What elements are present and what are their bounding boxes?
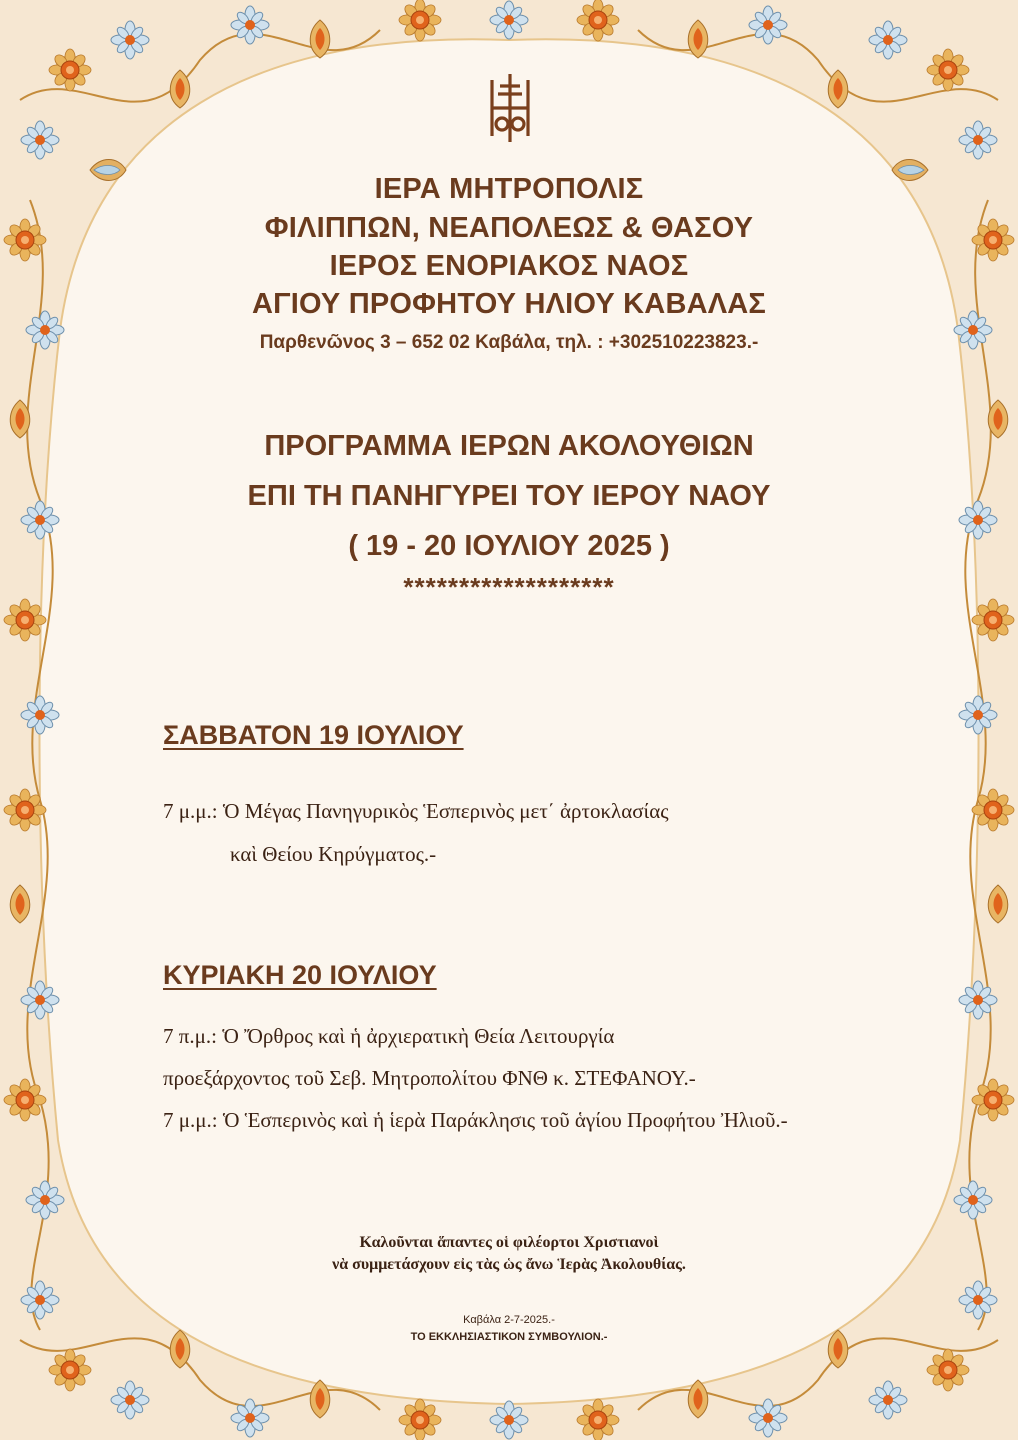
program-dates: ( 19 - 20 ΙΟΥΛΙΟΥ 2025 ) xyxy=(348,530,670,562)
program-subtitle: ΕΠΙ ΤΗ ΠΑΝΗΓΥΡΕΙ ΤΟΥ ΙΕΡΟΥ ΝΑΟΥ xyxy=(247,480,771,512)
header-line-1: ΙΕΡΑ ΜΗΤΡΟΠΟΛΙΣ xyxy=(374,173,644,205)
sunday-line-3: 7 μ.μ.: Ὁ Ἑσπερινὸς καὶ ἡ ἱερὰ Παράκλησις τοῦ ἁγίου Προφήτου Ἠλιοῦ.- xyxy=(163,1108,788,1132)
saturday-line-2: καὶ Θείου Κηρύγματος.- xyxy=(230,842,437,866)
sunday-line-1: 7 π.μ.: Ὁ Ὄρθρος καὶ ἡ ἀρχιερατικὴ Θεία Λειτουργία xyxy=(163,1024,615,1048)
signature: ΤΟ ΕΚΚΛΗΣΙΑΣΤΙΚΟΝ ΣΥΜΒΟΥΛΙΟΝ.- xyxy=(410,1331,608,1343)
invitation-line-1: Καλοῦνται ἅπαντες οἱ φιλέορτοι Χριστιανοὶ xyxy=(359,1234,659,1251)
church-monogram-icon xyxy=(484,72,536,144)
separator: ******************* xyxy=(403,572,615,602)
program-title: ΠΡΟΓΡΑΜΜΑ ΙΕΡΩΝ ΑΚΟΛΟΥΘΙΩΝ xyxy=(264,430,754,462)
header-line-4: ΑΓΙΟΥ ΠΡΟΦΗΤΟΥ ΗΛΙΟΥ ΚΑΒΑΛΑΣ xyxy=(251,288,767,320)
header-line-3: ΙΕΡΟΣ ΕΝΟΡΙΑΚΟΣ ΝΑΟΣ xyxy=(329,250,689,282)
saturday-title: ΣΑΒΒΑΤΟΝ 19 ΙΟΥΛΙΟΥ xyxy=(163,720,464,750)
invitation-line-2: νὰ συμμετάσχουν εἰς τὰς ὡς ἄνω Ἱερὰς Ἀκολουθίας. xyxy=(332,1256,686,1273)
saturday-line-1: 7 μ.μ.: Ὁ Μέγας Πανηγυρικὸς Ἑσπερινὸς μετ΄ ἀρτοκλασίας xyxy=(163,799,669,823)
sunday-title: ΚΥΡΙΑΚΗ 20 ΙΟΥΛΙΟΥ xyxy=(163,960,437,990)
place-date: Καβάλα 2-7-2025.- xyxy=(463,1314,555,1326)
header-line-2: ΦΙΛΙΠΠΩΝ, ΝΕΑΠΟΛΕΩΣ & ΘΑΣΟΥ xyxy=(264,212,754,244)
sunday-line-2: προεξάρχοντος τοῦ Σεβ. Μητροπολίτου ΦΝΘ κ. ΣΤΕΦΑΝΟΥ.- xyxy=(163,1066,696,1090)
address: Παρθενῶνος 3 – 652 02 Καβάλα, τηλ. : +302510223823.- xyxy=(259,332,759,353)
